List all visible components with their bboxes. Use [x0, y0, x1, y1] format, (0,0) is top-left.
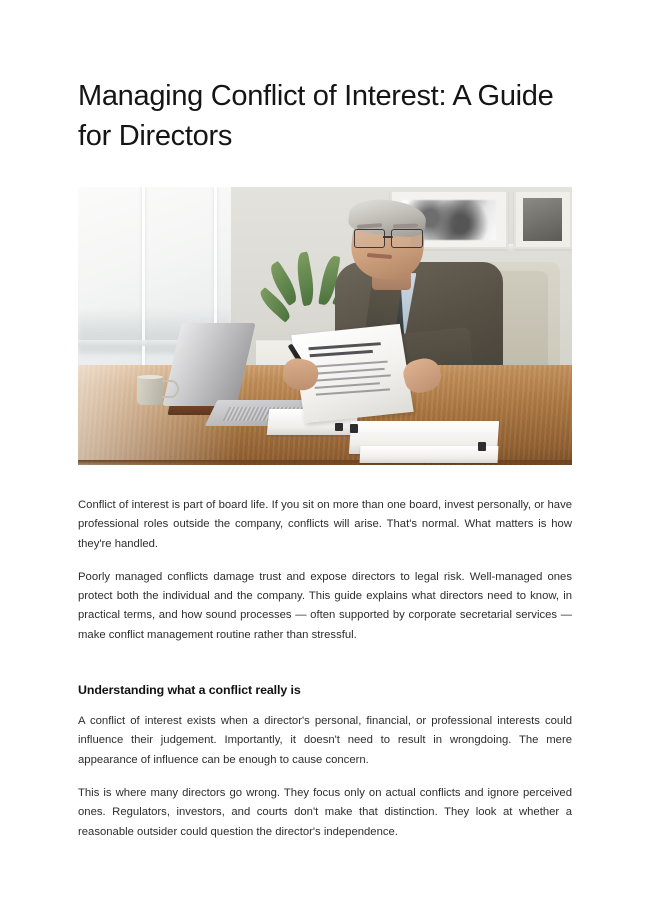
coffee-mug-rim [137, 375, 163, 379]
eyeglass-lens [391, 229, 423, 248]
document-heading-line [310, 350, 373, 357]
section-paragraph: A conflict of interest exists when a director's personal, financial, or professional interests could influence their judgement. Importantly, it doesn't need to result in wrongdoing. The mere appearance of influence can be enough to cause concern. [78, 715, 572, 766]
article-body [78, 496, 572, 842]
document-content [78, 0, 572, 842]
binder-clip [335, 423, 343, 431]
intro-paragraph: Conflict of interest is part of board life. If you sit on more than one board, invest personally, or have professional roles outside the company, conflicts will arise. That's normal. What matters is how they're handled. [78, 499, 572, 550]
binder-clip [478, 442, 486, 450]
document-text-line [312, 368, 384, 375]
eyeglass-lens [354, 229, 386, 248]
section-heading: Understanding what a conflict really is [78, 683, 301, 698]
page-title: Managing Conflict of Interest: A Guide for Directors [78, 80, 554, 152]
binder-clip [350, 424, 358, 432]
section-paragraph: This is where many directors go wrong. They focus only on actual conflicts and ignore perceived ones. Regulators, investors, and courts don't make that distinction. They look at whether a reasonable outsider could question the director's independence. [78, 786, 572, 838]
document-text-line [315, 382, 380, 388]
coffee-mug-handle [162, 380, 179, 398]
office-scene-illustration [78, 187, 572, 465]
document-text-line [311, 360, 387, 367]
framed-artwork [514, 190, 572, 250]
hero-image [78, 187, 572, 465]
artwork-print [523, 198, 562, 240]
coffee-mug [137, 377, 163, 405]
intro-paragraph: Poorly managed conflicts damage trust and expose directors to legal risk. Well-managed ones protect both the individual and the company. This guide explains what directors need to know, in practical terms, and how sound processes — often supported by corporate secretarial services — make conflict management routine rather than stressful. [78, 570, 572, 641]
window-mullion [142, 187, 145, 393]
document-heading-line [308, 342, 380, 350]
document-text-line [316, 388, 390, 395]
eyeglasses-icon [354, 229, 423, 246]
document-text-line [314, 374, 391, 381]
